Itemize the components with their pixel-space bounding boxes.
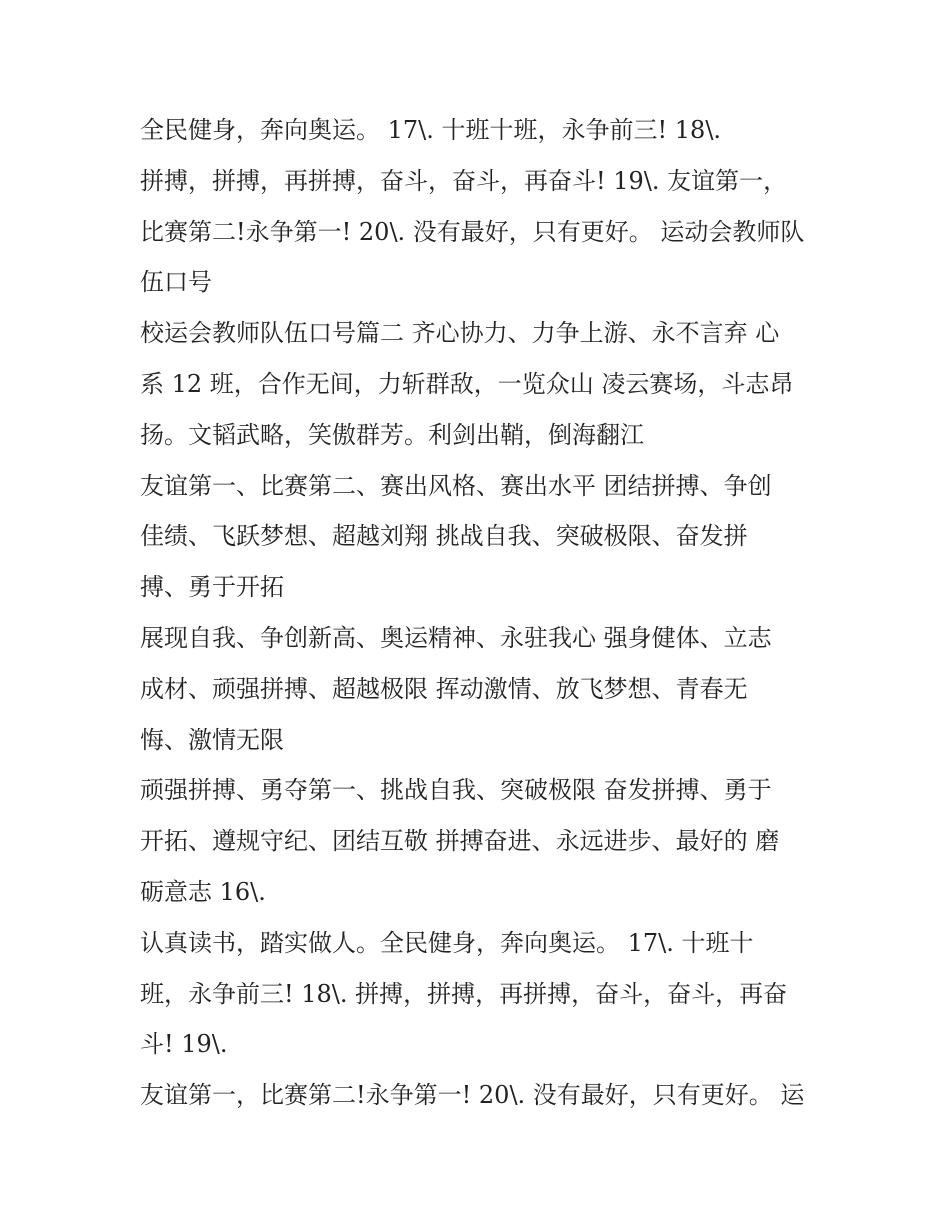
text-line: 系 12 班，合作无间，力斩群敌，一览众山 凌云赛场，斗志昂 [140,369,794,398]
text-line: 伍口号 [140,268,212,297]
text-line: 成材、顽强拼搏、超越极限 挥动激情、放飞梦想、青春无 [140,674,748,703]
text-line: 比赛第二!永争第一! 20\. 没有最好，只有更好。 运动会教师队 [140,217,805,246]
text-line: 斗! 19\. [140,1030,228,1059]
text-line: 开拓、遵规守纪、团结互敬 拼搏奋进、永远进步、最好的 磨 [140,827,780,856]
text-line: 扬。文韬武略，笑傲群芳。利剑出鞘，倒海翻江 [140,420,644,449]
text-line: 展现自我、争创新高、奥运精神、永驻我心 强身健体、立志 [140,623,772,652]
document-body [140,105,820,1121]
text-line: 友谊第一、比赛第二、赛出风格、赛出水平 团结拼搏、争创 [140,471,772,500]
text-line: 拼搏，拼搏，再拼搏，奋斗，奋斗，再奋斗! 19\. 友谊第一， [140,166,788,195]
text-line: 全民健身，奔向奥运。 17\. 十班十班，永争前三! 18\. [140,116,722,144]
text-line: 佳绩、飞跃梦想、超越刘翔 挑战自我、突破极限、奋发拼 [140,522,748,551]
text-line: 友谊第一，比赛第二!永争第一! 20\. 没有最好，只有更好。 运 [140,1081,805,1110]
text-line: 顽强拼搏、勇夺第一、挑战自我、突破极限 奋发拼搏、勇于 [140,776,772,805]
text-line: 搏、勇于开拓 [140,573,284,602]
text-line: 班，永争前三! 18\. 拼搏，拼搏，再拼搏，奋斗，奋斗，再奋 [140,979,788,1008]
text-line: 砺意志 16\. [140,877,266,906]
text-line: 悔、激情无限 [140,725,284,754]
text-line: 认真读书，踏实做人。全民健身，奔向奥运。 17\. 十班十 [140,928,754,957]
text-line: 校运会教师队伍口号篇二 齐心协力、力争上游、永不言弃 心 [140,319,780,348]
